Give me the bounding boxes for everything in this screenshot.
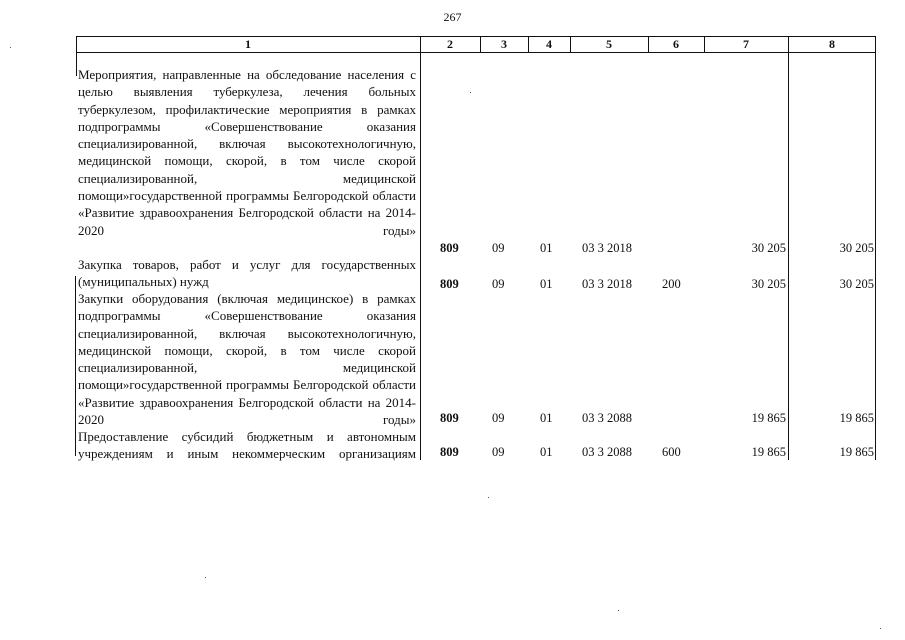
row-2-col4: 01 xyxy=(540,277,553,291)
header-col-8: 8 xyxy=(829,37,835,51)
row-4-description: Предоставление субсидий бюджетным и автономным учреждениям и иным некоммерческим организациям xyxy=(78,429,416,462)
header-col-5: 5 xyxy=(606,37,612,51)
scan-speck xyxy=(488,497,489,498)
row-2-col2: 809 xyxy=(440,277,459,291)
row-4-col4: 01 xyxy=(540,445,553,459)
row-3-col2: 809 xyxy=(440,411,459,425)
header-bottom-border xyxy=(76,52,876,53)
scan-speck xyxy=(205,577,206,578)
row-1-col8: 30 205 xyxy=(839,241,874,255)
budget-table xyxy=(76,36,876,460)
header-col-6: 6 xyxy=(673,37,679,51)
row-3-col4: 01 xyxy=(540,411,553,425)
row-4-col7: 19 865 xyxy=(751,445,786,459)
header-col-2: 2 xyxy=(447,37,453,51)
scan-speck xyxy=(470,92,471,93)
col1-left-border-lower xyxy=(75,276,76,456)
header-col-7: 7 xyxy=(743,37,749,51)
row-3-col3: 09 xyxy=(492,411,505,425)
row-2-col6: 200 xyxy=(662,277,681,291)
row-4-col3: 09 xyxy=(492,445,505,459)
row-1-col7: 30 205 xyxy=(751,241,786,255)
row-3-col7: 19 865 xyxy=(751,411,786,425)
row-1-col3: 09 xyxy=(492,241,505,255)
scan-speck xyxy=(10,47,11,48)
row-2-description: Закупка товаров, работ и услуг для государственных (муниципальных) нужд xyxy=(78,257,416,290)
row-4-col8: 19 865 xyxy=(839,445,874,459)
row-2-col5: 03 3 2018 xyxy=(582,277,632,291)
row-1-description: Мероприятия, направленные на обследование населения с целью выявления туберкулеза, лечения больных туберкулезом, профилактические мероприятия в рамках подпрограммы «Совершенствование оказания специализированной, включая высокотехнологичную, медицинской помощи, скорой, в том числе скорой специализированной, медицинской помощи»государственной программы Белгородской области «Развитие здравоохранения Белгородской области на 2014-2020 годы» xyxy=(78,67,416,238)
header-col-1: 1 xyxy=(245,37,251,51)
row-4-col5: 03 3 2088 xyxy=(582,445,632,459)
row-1-col2: 809 xyxy=(440,241,459,255)
scan-speck xyxy=(618,610,619,611)
header-col-3: 3 xyxy=(501,37,507,51)
row-3-col8: 19 865 xyxy=(839,411,874,425)
scan-speck xyxy=(880,628,881,629)
row-1-col4: 01 xyxy=(540,241,553,255)
row-3-description: Закупки оборудования (включая медицинское) в рамках подпрограммы «Совершенствование оказания специализированной, включая высокотехнологичную, медицинской помощи, скорой, в том числе скорой специализированной, медицинской помощи»государственной программы Белгородской области «Развитие здравоохранения Белгородской области на 2014-2020 годы» xyxy=(78,291,416,428)
row-4-col2: 809 xyxy=(440,445,459,459)
col2-divider xyxy=(420,36,421,460)
row-3-col5: 03 3 2088 xyxy=(582,411,632,425)
row-1-col5: 03 3 2018 xyxy=(582,241,632,255)
row-2-col7: 30 205 xyxy=(751,277,786,291)
row-4-col6: 600 xyxy=(662,445,681,459)
header-col-4: 4 xyxy=(546,37,552,51)
row-2-col8: 30 205 xyxy=(839,277,874,291)
page-number: 267 xyxy=(443,10,462,24)
table-right-border xyxy=(875,36,876,460)
row-2-col3: 09 xyxy=(492,277,505,291)
